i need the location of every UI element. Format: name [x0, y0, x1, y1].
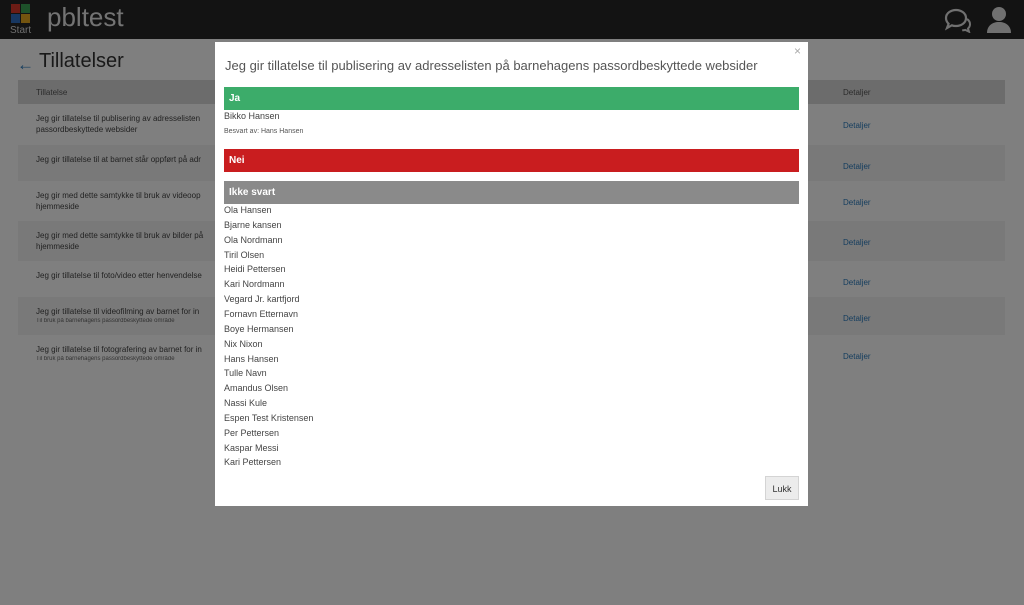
list-item: Bikko Hansen — [224, 111, 280, 121]
list-item: Heidi Pettersen — [224, 264, 286, 275]
list-item: Espen Test Kristensen — [224, 412, 314, 423]
list-item: Tulle Navn — [224, 368, 267, 379]
no-section-header — [224, 149, 799, 172]
list-item: Vegard Jr. kartfjord — [224, 294, 300, 305]
list-item: Tiril Olsen — [224, 249, 265, 260]
list-item: Fornavn Etternavn — [224, 308, 299, 319]
list-item: Hans Hansen — [224, 353, 279, 364]
yes-label: Ja — [229, 93, 241, 104]
answered-by-text: Besvart av: Hans Hansen — [224, 128, 304, 135]
yes-section-header — [224, 87, 799, 110]
list-item: Nassi Kule — [224, 398, 268, 409]
list-item: Per Pettersen — [224, 427, 280, 438]
unanswered-section-header — [224, 181, 799, 204]
list-item: Ola Hansen — [224, 205, 272, 215]
list-item: Kaspar Messi — [224, 442, 279, 453]
list-item: Bjarne kansen — [224, 219, 282, 230]
list-item: Kari Pettersen — [224, 457, 282, 468]
list-item: Amandus Olsen — [224, 383, 289, 394]
list-item: Ola Nordmann — [224, 234, 283, 245]
list-item: Nix Nixon — [224, 338, 263, 349]
permission-modal — [215, 42, 808, 506]
close-icon[interactable]: × — [793, 44, 801, 58]
list-item: Boye Hermansen — [224, 323, 294, 334]
unanswered-label: Ikke svart — [229, 187, 276, 198]
lukk-button[interactable]: Lukk — [765, 476, 799, 500]
list-item: Kari Nordmann — [224, 279, 285, 290]
no-label: Nei — [229, 155, 245, 166]
modal-title: Jeg gir tillatelse til publisering av adresselisten på barnehagens passordbeskyttede websider — [225, 58, 758, 73]
